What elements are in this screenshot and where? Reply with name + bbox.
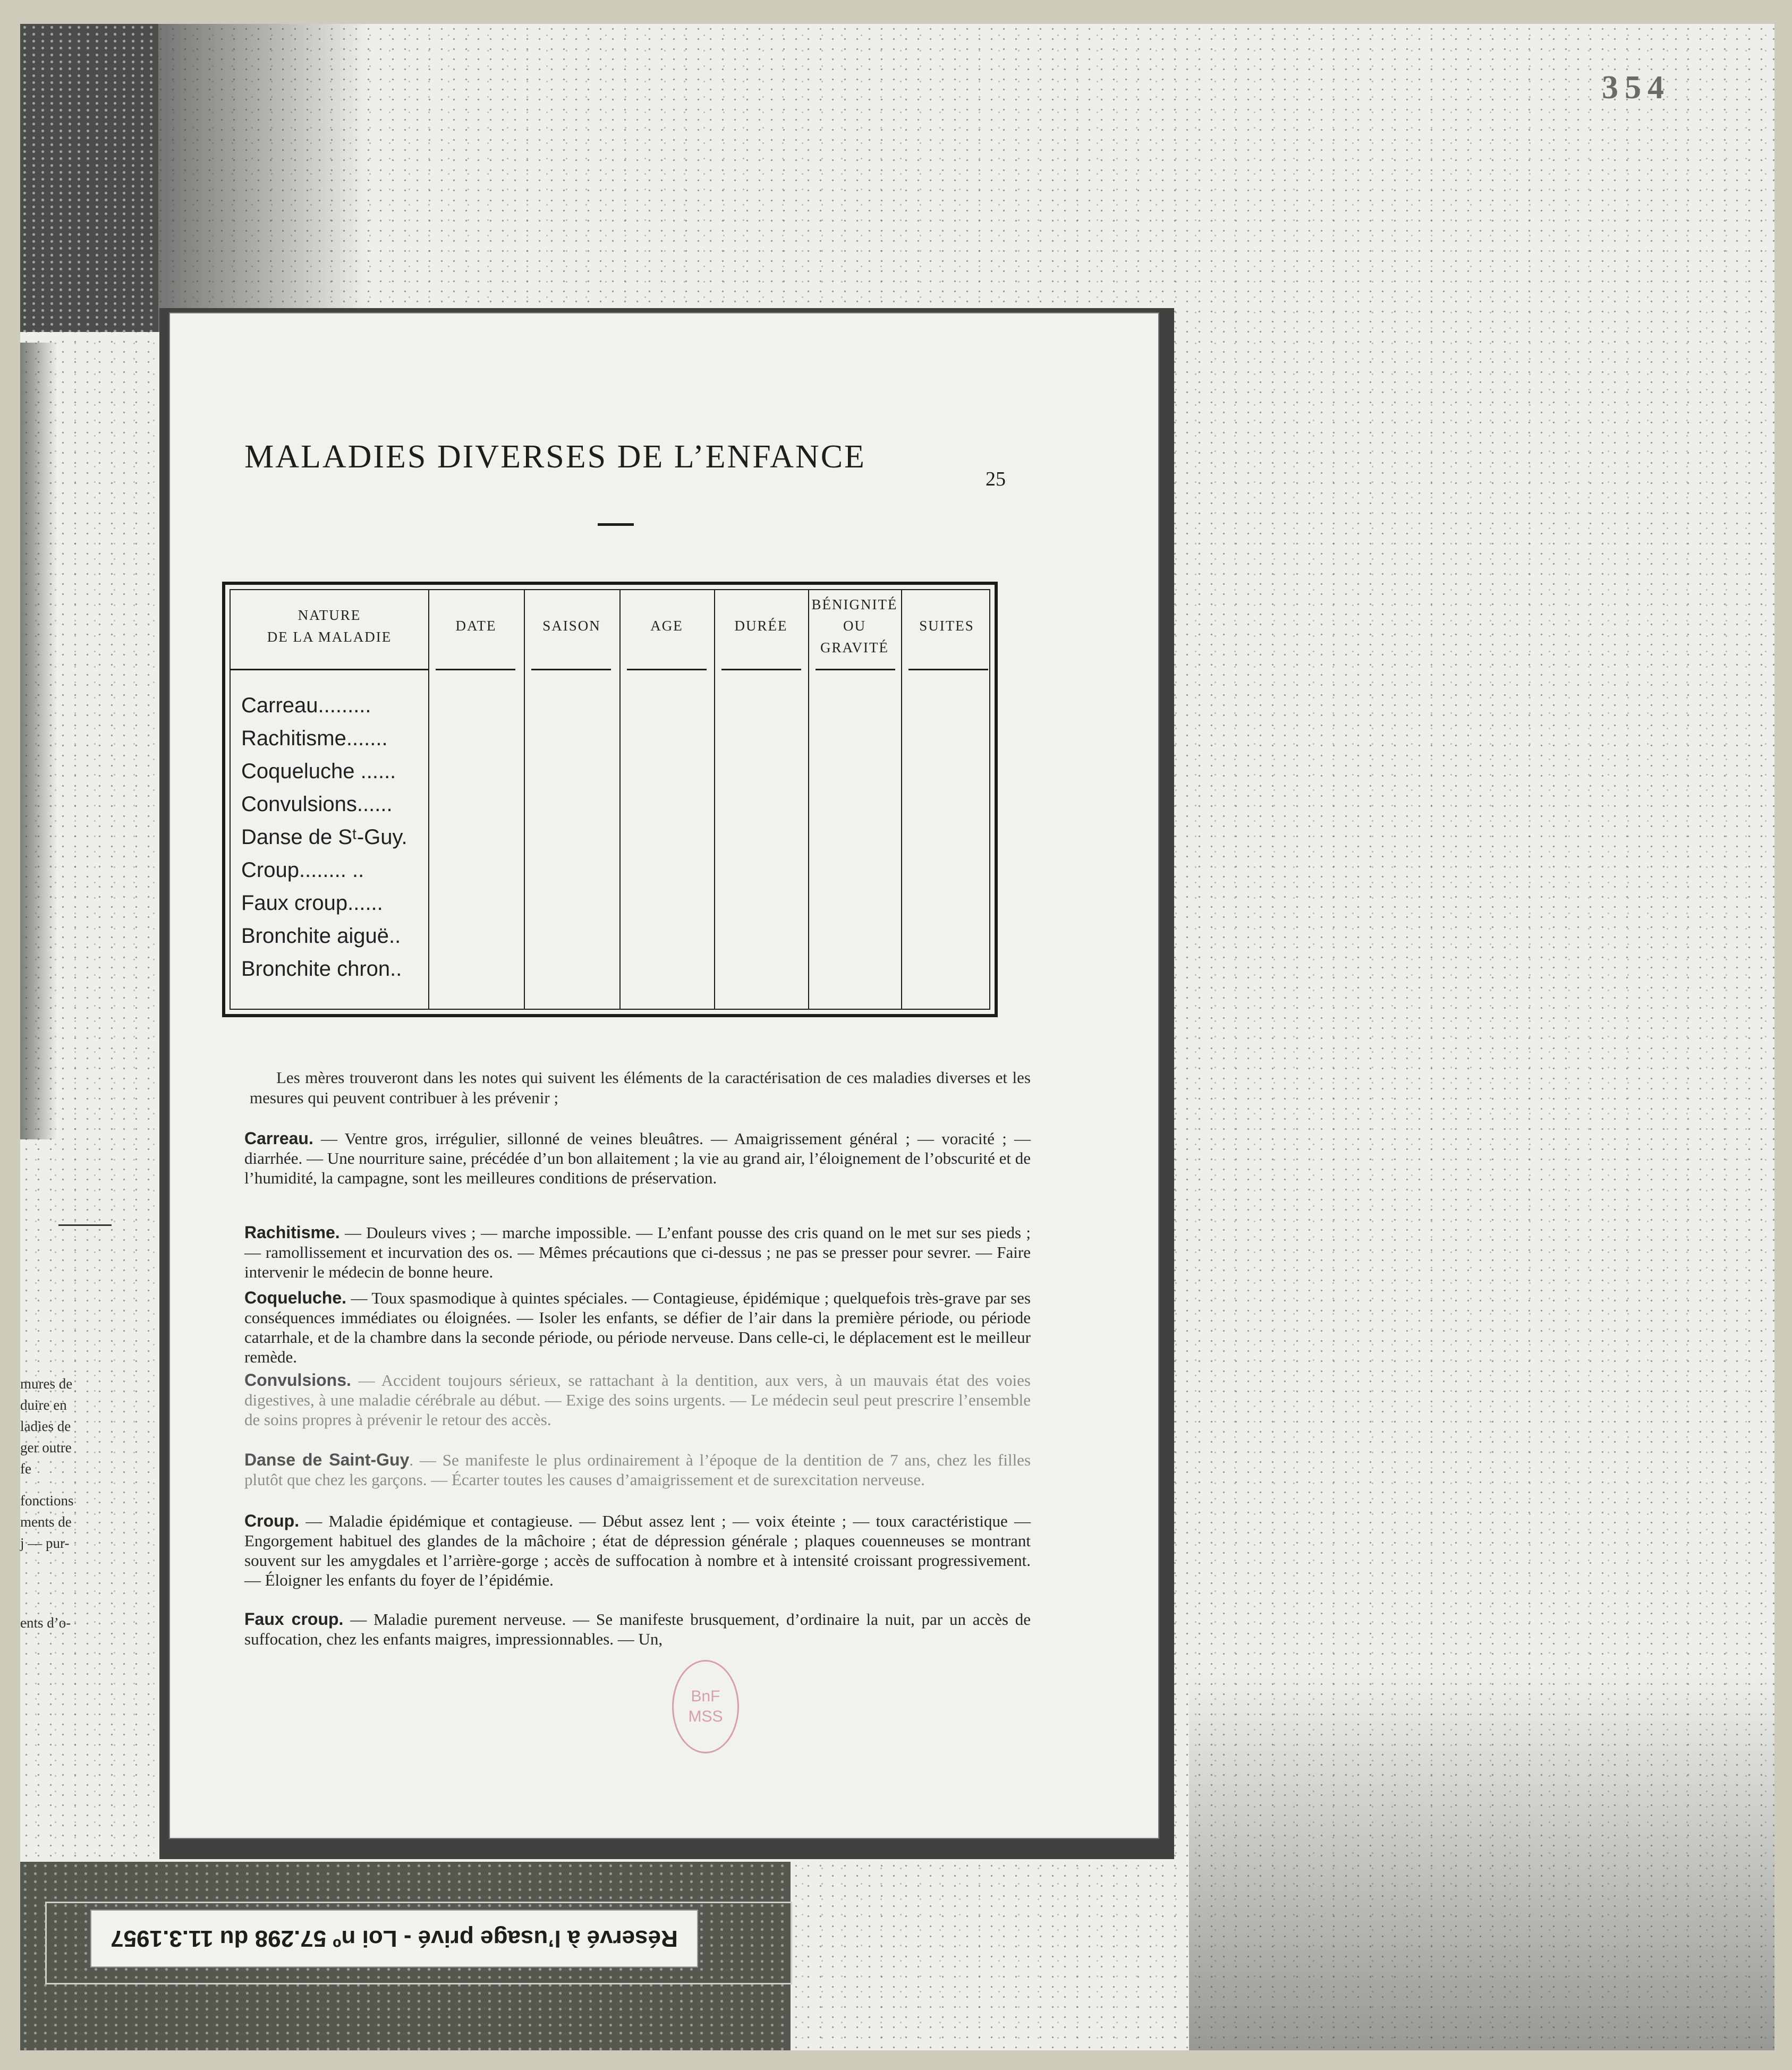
row-danse-saint-guy: Danse de Sᵗ-Guy. — [241, 825, 407, 849]
entry-rachitisme: Rachitisme. — Douleurs vives ; — marche impossible. — L’enfant pousse des cris quand on le met sur ses pieds ; — ramollissement et incurvation des os. — Mêmes précautions que ci-dessus ; ne pas se presser pour sevrer. — Faire intervenir le médecin de bonne heure. — [244, 1223, 1031, 1281]
margin-line: ents d’o- — [20, 1615, 71, 1631]
header-rule — [627, 669, 707, 670]
title-rule — [598, 523, 634, 526]
intro-paragraph: Les mères trouveront dans les notes qui suivent les éléments de la caractérisation de ces maladies diverses et les mesures qui peuvent contribuer à les prévenir ; — [250, 1068, 1031, 1107]
dark-shade-left — [20, 343, 57, 1139]
margin-line: ments de — [20, 1514, 72, 1530]
entry-danse-saint-guy: Danse de Saint-Guy. — Se manifeste le plus ordinairement à l’époque de la dentition de 7 ans, chez les filles plutôt que chez les garçons. — Écarter toutes les causes d’amaigrissement et de surexcitation nerveuse. — [244, 1450, 1031, 1489]
header-date: DATE — [455, 618, 497, 634]
entry-croup: Croup. — Maladie épidémique et contagieuse. — Début assez lent ; — voix éteinte ; — toux caractéristique — Engorgement habituel des glandes de la mâchoire ; état de dépression générale ; plaques couenneuses se montrant souvent sur les amygdales et l’arrière-gorge ; accès de suffocation à nombre et à intensité croissant progressivement. — Éloigner les enfants du foyer de l’épidémie. — [244, 1511, 1031, 1589]
row-bronchite-chron: Bronchite chron.. — [241, 957, 402, 981]
entry-convulsions: Convulsions. — Accident toujours sérieux, se rattachant à la dentition, aux vers, à un mauvais état des voies digestives, à une maladie cérébrale au début. — Exige des soins urgents. — Le médecin seul peut prescrire l’ensemble de soins propres à prévenir le retour des accès. — [244, 1370, 1031, 1429]
entry-coqueluche: Coqueluche. — Toux spasmodique à quintes spéciales. — Contagieuse, épidémique ; quelquefois très-grave par ses conséquences immédiates ou éloignées. — Isoler les enfants, se défier de l’air dans la première période, ou période catarrhale, et de la chambre dans la seconde période, ou période nerveuse. Dans celle-ci, le déplacement est le meilleur remède. — [244, 1288, 1031, 1366]
margin-text-fragments — [20, 1373, 100, 1633]
margin-rule — [58, 1224, 112, 1226]
row-coqueluche: Coqueluche ...... — [241, 760, 396, 783]
header-rule — [721, 669, 801, 670]
row-faux-croup: Faux croup...... — [241, 891, 383, 915]
folio-number: 354 — [1602, 70, 1670, 106]
entry-carreau: Carreau. — Ventre gros, irrégulier, sillonné de veines bleuâtres. — Amaigrissement général ; — voracité ; — diarrhée. — Une nourriture saine, précédée d’un bon allaitement ; la vie au grand air, l’éloignement de l’obscurité et de l’humidité, la campagne, sont les meilleures conditions de préservation. — [244, 1129, 1031, 1187]
dark-shade-bottom-right — [1189, 1671, 1774, 2050]
header-nature: NATURE DE LA MALADIE — [267, 607, 392, 645]
margin-line: mures de — [20, 1376, 73, 1392]
header-rule — [231, 669, 428, 670]
margin-line: fe — [20, 1461, 31, 1477]
entry-faux-croup: Faux croup. — Maladie purement nerveuse. — Se manifeste brusquement, d’ordinaire la nuit, par un accès de suffocation, chez les enfants maigres, impressionnables. — Un, — [244, 1609, 1031, 1648]
header-rule — [816, 669, 895, 670]
page-number: 25 — [986, 468, 1006, 490]
header-rule — [531, 669, 611, 670]
row-rachitisme: Rachitisme....... — [241, 727, 388, 750]
header-rule — [436, 669, 515, 670]
row-croup: Croup........ .. — [241, 858, 364, 882]
margin-line: duire en — [20, 1397, 67, 1413]
margin-line: j — pur- — [20, 1535, 70, 1551]
row-bronchite-aigue: Bronchite aiguë.. — [241, 924, 401, 948]
margin-line: ladies de — [20, 1418, 71, 1434]
header-rule — [908, 669, 988, 670]
header-benignite: BÉNIGNITÉ OU GRAVITÉ — [811, 596, 898, 655]
header-duree: DURÉE — [734, 618, 788, 634]
margin-line: ger outre — [20, 1439, 72, 1455]
header-suites: SUITES — [919, 618, 974, 634]
table-inner-frame — [230, 589, 990, 1010]
page-title: MALADIES DIVERSES DE L’ENFANCE — [244, 439, 866, 475]
margin-line: fonctions — [20, 1493, 74, 1509]
header-age: AGE — [650, 618, 683, 634]
usage-notice-text: Réservé à l’usage privé - Loi nº 57.298 du 11.3.1957 — [111, 1926, 678, 1952]
row-convulsions: Convulsions...... — [241, 793, 393, 816]
dark-shade-top — [158, 24, 371, 332]
book-page — [170, 313, 1158, 1838]
disease-table — [222, 582, 998, 1017]
row-carreau: Carreau......... — [241, 694, 371, 717]
header-saison: SAISON — [542, 618, 601, 634]
usage-notice-label — [90, 1910, 698, 1967]
dark-corner-top-left — [20, 24, 158, 332]
bnf-stamp: BnF MSS — [672, 1660, 739, 1753]
